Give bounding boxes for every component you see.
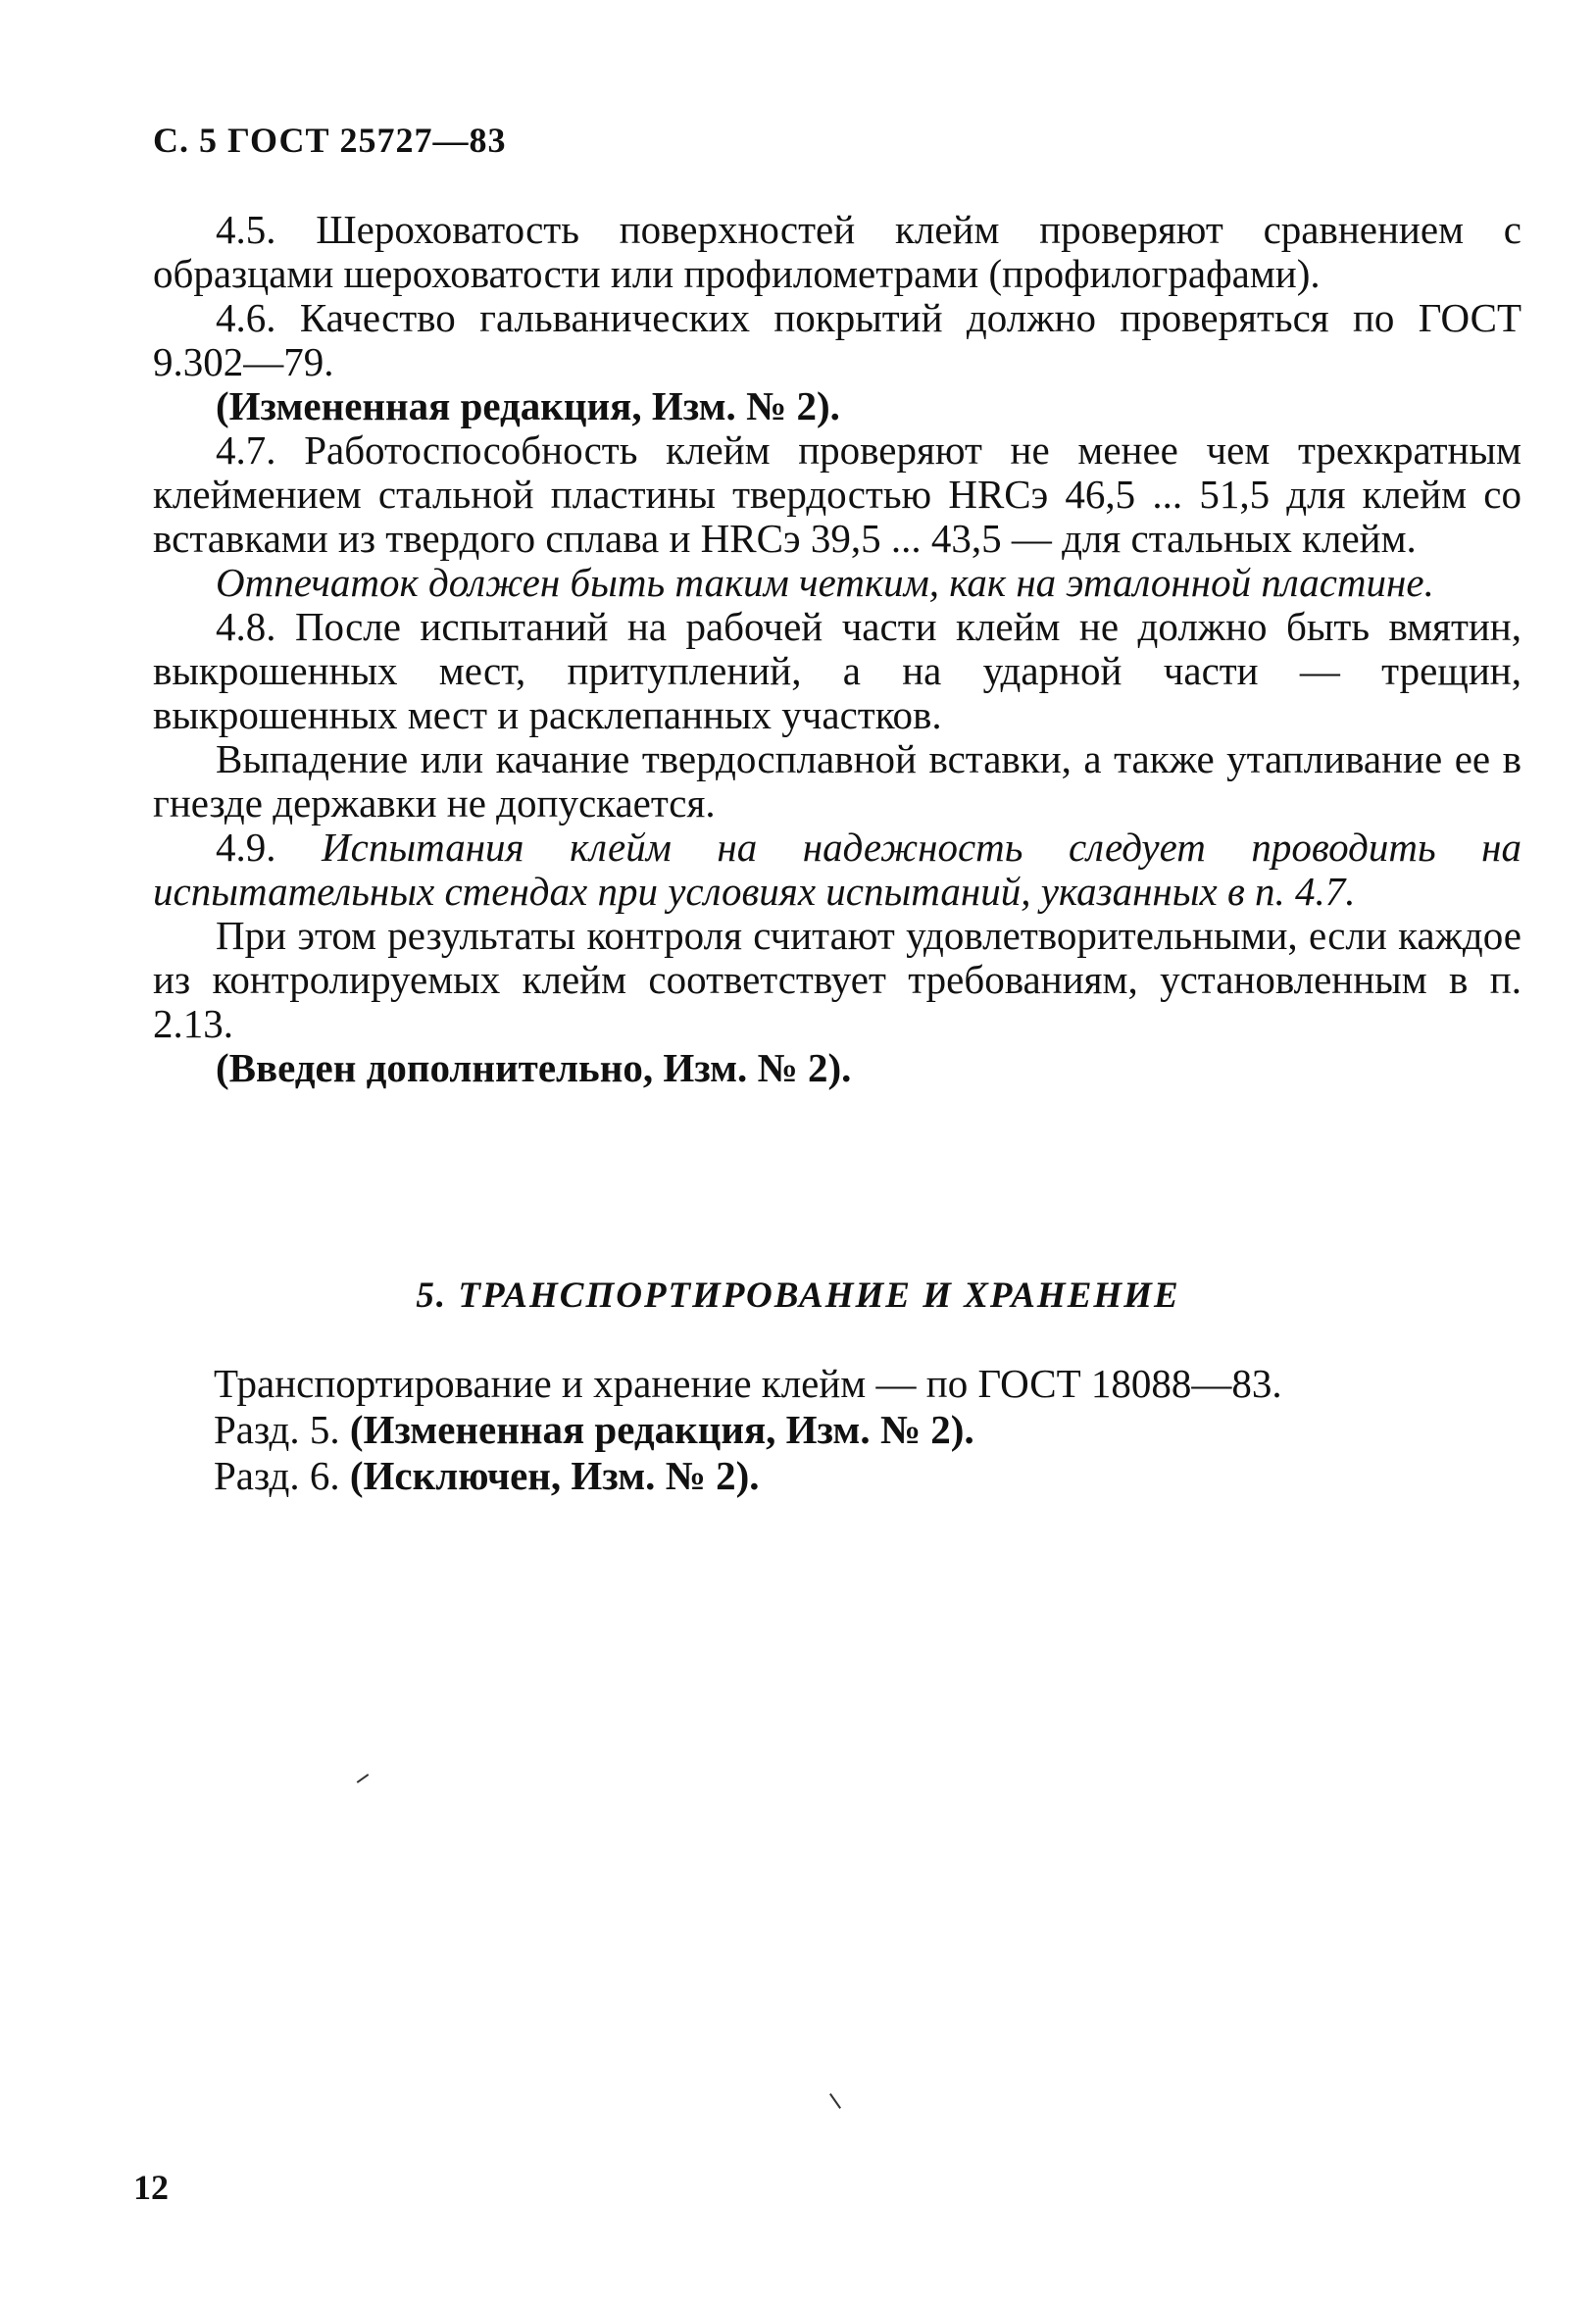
standard-number: ГОСТ 25727—83: [227, 121, 507, 160]
paragraph-4-9-italic: Испытания клейм на надежность следует проводить на испытательных стендах при условиях испытаний, указанных в п. 4.7.: [153, 825, 1521, 914]
paragraph-4-8-b: Выпадение или качание твердосплавной вставки, а также утапливание ее в гнезде державки не допускается.: [153, 736, 1521, 826]
amendment-note-4-6: (Измененная редакция, Изм. № 2).: [216, 383, 840, 428]
paragraph-4-9-b: При этом результаты контроля считают удовлетворительными, если каждое из контролируемых клейм соответствует требованиям, установленным в п. 2.13.: [153, 913, 1521, 1046]
section-6-ref: Разд. 6.: [214, 1453, 340, 1498]
section-6-line: [214, 1453, 1527, 1499]
paragraph-4-9-number: 4.9.: [216, 825, 276, 870]
section-5-ref: Разд. 5.: [214, 1407, 340, 1452]
section-4-body: [153, 208, 1521, 1090]
amendment-note-4-9: (Введен дополнительно, Изм. № 2).: [216, 1045, 852, 1090]
stray-mark-2: [829, 2093, 841, 2109]
paragraph-4-9: [153, 826, 1521, 914]
paragraph-4-6: 4.6. Качество гальванических покрытий должно проверяться по ГОСТ 9.302—79.: [153, 295, 1521, 384]
section-5-line-1: Транспортирование и хранение клейм — по ГОСТ 18088—83.: [214, 1361, 1282, 1406]
stray-mark-1: [357, 1774, 370, 1783]
paragraph-4-8: 4.8. После испытаний на рабочей части клейм не должно быть вмятин, выкрошенных мест, притуплений, а на ударной части — трещин, выкрошенных мест и расклепанных участков.: [153, 604, 1521, 737]
section-5-body: [214, 1361, 1527, 1499]
paragraph-4-7-italic: Отпечаток должен быть таким четким, как на эталонной пластине.: [216, 560, 1434, 605]
page-number: 12: [133, 2168, 169, 2207]
paragraph-4-7: 4.7. Работоспособность клейм проверяют не менее чем трехкратным клеймением стальной пластины твердостью HRCэ 46,5 ... 51,5 для клейм со вставками из твердого сплава и HRCэ 39,5 ... 43,5 — для стальных клейм.: [153, 427, 1521, 561]
section-5-line-2: [214, 1407, 1527, 1453]
paragraph-4-5: 4.5. Шероховатость поверхностей клейм проверяют сравнением с образцами шероховатости или профилометрами (профилографами).: [153, 207, 1521, 296]
page-header: [153, 120, 516, 161]
section-5-heading: 5. ТРАНСПОРТИРОВАНИЕ И ХРАНЕНИЕ: [416, 1276, 1180, 1316]
section-6-amendment: (Исключен, Изм. № 2).: [349, 1453, 760, 1498]
section-5-amendment: (Измененная редакция, Изм. № 2).: [349, 1407, 974, 1452]
page-label: С. 5: [153, 121, 218, 160]
